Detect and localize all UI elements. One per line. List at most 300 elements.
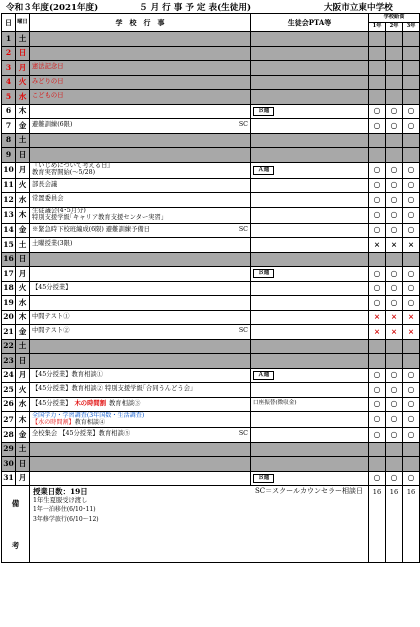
day-number: 25: [2, 383, 16, 398]
weekday: 月: [16, 368, 30, 383]
event-text: 『いじめについて考える日』: [32, 162, 114, 170]
pta-cell: [251, 46, 369, 61]
event-text-2: 教育実習開始(～5/28): [32, 169, 96, 176]
day-row: [2, 471, 420, 486]
day-number: 3: [2, 61, 16, 76]
week-badge: Ｂ週: [253, 269, 274, 278]
meal-grade2: [386, 90, 403, 105]
meal-grade1: ×: [369, 325, 386, 340]
meal-grade1: ○: [369, 412, 386, 428]
meal-grade3: ○: [403, 267, 420, 282]
day-row: [2, 148, 420, 163]
event-text-2: 特別支援学級｢キャリア教育支援センター実習｣: [32, 214, 164, 221]
meal-grade2: ○: [386, 281, 403, 296]
event-cell: [30, 90, 251, 105]
event-red: 【水の時間割】: [32, 418, 75, 426]
meal-grade1: ○: [369, 119, 386, 134]
meal-grade1: ×: [369, 238, 386, 253]
sc-marker: SC: [238, 327, 248, 335]
notes-label-top: 備: [11, 499, 20, 508]
day-number: 8: [2, 133, 16, 148]
meal-grade1: ○: [369, 296, 386, 311]
day-row: [2, 178, 420, 193]
pta-cell: [251, 178, 369, 193]
week-badge: Ｂ週: [253, 474, 274, 483]
meal-grade2: ×: [386, 238, 403, 253]
pta-cell: [251, 119, 369, 134]
meal-grade1: [369, 90, 386, 105]
meal-grade3: ○: [403, 412, 420, 428]
weekday: 木: [16, 412, 30, 428]
day-number: 29: [2, 442, 16, 457]
meal-grade3: [403, 457, 420, 472]
weekday: 月: [16, 61, 30, 76]
day-row: [2, 325, 420, 340]
meal-grade1: [369, 133, 386, 148]
day-row: [2, 267, 420, 282]
day-row: [2, 207, 420, 223]
event-cell: [30, 471, 251, 486]
day-row: [2, 75, 420, 90]
meal-grade1: [369, 32, 386, 47]
day-row: [2, 412, 420, 428]
day-row: [2, 339, 420, 354]
meal-grade1: ○: [369, 281, 386, 296]
meal-count-grade3: 16: [403, 486, 420, 563]
pta-cell: [251, 207, 369, 223]
day-row: [2, 32, 420, 47]
day-row: [2, 193, 420, 208]
meal-grade1: ○: [369, 368, 386, 383]
meal-grade2: ×: [386, 310, 403, 325]
sc-marker: SC: [238, 430, 248, 438]
pta-cell: [251, 368, 369, 383]
meal-grade3: [403, 252, 420, 267]
meal-grade2: ○: [386, 471, 403, 486]
event-text: 避難訓練(6限): [32, 121, 73, 129]
col-lunch-header: 学校給食: [369, 14, 420, 23]
weekday: 日: [16, 46, 30, 61]
event-text: 土曜授業(3限): [32, 240, 73, 248]
col-pta-header: 生徒会PTA等: [251, 14, 369, 32]
meal-grade3: ○: [403, 471, 420, 486]
event-cell: [30, 162, 251, 178]
event-text: みどりの日: [32, 77, 64, 85]
meal-grade1: ○: [369, 397, 386, 412]
event-cell: [30, 207, 251, 223]
event-cell: [30, 296, 251, 311]
weekday: 火: [16, 383, 30, 398]
day-number: 17: [2, 267, 16, 282]
weekday: 月: [16, 162, 30, 178]
notes-label-bottom: 考: [11, 540, 20, 550]
meal-grade3: ×: [403, 310, 420, 325]
lesson-days: 授業日数：19日: [33, 487, 88, 496]
weekday: 日: [16, 148, 30, 163]
day-number: 2: [2, 46, 16, 61]
day-number: 5: [2, 90, 16, 105]
day-number: 15: [2, 238, 16, 253]
weekday: 木: [16, 104, 30, 119]
weekday: 水: [16, 90, 30, 105]
meal-grade2: ○: [386, 296, 403, 311]
meal-grade3: [403, 133, 420, 148]
day-number: 26: [2, 397, 16, 412]
meal-grade1: [369, 354, 386, 369]
meal-grade2: ○: [386, 162, 403, 178]
meal-grade3: ○: [403, 296, 420, 311]
event-text: 【45分授業】: [32, 283, 72, 291]
day-row: [2, 457, 420, 472]
pta-cell: [251, 325, 369, 340]
pta-cell: [251, 281, 369, 296]
meal-grade1: ○: [369, 162, 386, 178]
col-grade2-header: 2年: [386, 23, 403, 32]
event-tail: 教育相談③: [108, 399, 141, 407]
day-number: 14: [2, 223, 16, 238]
day-row: [2, 90, 420, 105]
meal-count-grade1: 16: [369, 486, 386, 563]
day-number: 27: [2, 412, 16, 428]
meal-grade3: [403, 442, 420, 457]
meal-grade2: [386, 354, 403, 369]
meal-count-grade2: 16: [386, 486, 403, 563]
event-cell: [30, 325, 251, 340]
weekday: 月: [16, 471, 30, 486]
event-cell: [30, 133, 251, 148]
meal-grade2: [386, 457, 403, 472]
sc-marker: SC: [238, 121, 248, 129]
meal-grade1: ○: [369, 104, 386, 119]
pta-cell: [251, 354, 369, 369]
event-cell: [30, 178, 251, 193]
event-text: 常置委員会: [32, 195, 64, 203]
meal-grade3: ○: [403, 428, 420, 443]
pta-cell: [251, 310, 369, 325]
event-text: 中間テスト②: [32, 327, 70, 335]
meal-grade1: ○: [369, 428, 386, 443]
weekday: 月: [16, 267, 30, 282]
event-cell: [30, 397, 251, 412]
event-red: 木の時間割: [74, 399, 106, 407]
weekday: 火: [16, 281, 30, 296]
meal-grade2: [386, 148, 403, 163]
event-cell: [30, 428, 251, 443]
pta-cell: [251, 133, 369, 148]
weekday: 火: [16, 178, 30, 193]
meal-grade2: [386, 61, 403, 76]
weekday: 水: [16, 193, 30, 208]
day-row: [2, 310, 420, 325]
event-cell: [30, 442, 251, 457]
pta-cell: [251, 223, 369, 238]
event-text: こどもの日: [32, 92, 64, 100]
day-number: 31: [2, 471, 16, 486]
day-row: [2, 442, 420, 457]
weekday: 土: [16, 442, 30, 457]
meal-grade1: ○: [369, 383, 386, 398]
schedule-table: [1, 13, 420, 563]
meal-grade3: ○: [403, 119, 420, 134]
day-row: [2, 223, 420, 238]
day-row: [2, 61, 420, 76]
day-row: [2, 354, 420, 369]
day-row: [2, 296, 420, 311]
meal-grade3: [403, 32, 420, 47]
day-row: [2, 104, 420, 119]
day-row: [2, 46, 420, 61]
meal-grade2: [386, 442, 403, 457]
day-number: 13: [2, 207, 16, 223]
pta-cell: [251, 61, 369, 76]
pta-cell: [251, 252, 369, 267]
weekday: 土: [16, 133, 30, 148]
event-cell: [30, 252, 251, 267]
day-number: 23: [2, 354, 16, 369]
col-grade1-header: 1年: [369, 23, 386, 32]
pta-cell: [251, 442, 369, 457]
meal-grade2: [386, 252, 403, 267]
meal-grade3: [403, 46, 420, 61]
event-cell: [30, 193, 251, 208]
meal-grade3: ×: [403, 325, 420, 340]
pta-cell: [251, 90, 369, 105]
meal-grade2: ○: [386, 412, 403, 428]
weekday: 金: [16, 119, 30, 134]
pta-cell: [251, 148, 369, 163]
pta-cell: [251, 296, 369, 311]
meal-grade3: ○: [403, 104, 420, 119]
meal-grade3: ○: [403, 193, 420, 208]
weekday: 水: [16, 296, 30, 311]
event-cell: [30, 412, 251, 428]
day-row: [2, 281, 420, 296]
sc-note: SC＝スクールカウンセラー相談日: [254, 487, 363, 495]
meal-grade3: ○: [403, 383, 420, 398]
day-row: [2, 252, 420, 267]
pta-cell: [251, 75, 369, 90]
event-cell: [30, 223, 251, 238]
meal-grade1: [369, 339, 386, 354]
meal-grade2: ○: [386, 267, 403, 282]
pta-cell: [251, 457, 369, 472]
event-cell: [30, 61, 251, 76]
meal-grade2: ×: [386, 325, 403, 340]
meal-grade2: [386, 339, 403, 354]
event-text: ※緊急時下校班編成(6限) 避難訓練予備日: [32, 225, 150, 233]
day-number: 10: [2, 162, 16, 178]
event-cell: [30, 383, 251, 398]
day-number: 11: [2, 178, 16, 193]
note-1: 1年生夏服受け渡し: [33, 496, 88, 504]
pta-text: 口座振替(徴収金): [253, 400, 297, 407]
day-row: [2, 162, 420, 178]
weekday: 日: [16, 252, 30, 267]
weekday: 土: [16, 238, 30, 253]
meal-grade1: [369, 61, 386, 76]
meal-grade2: ○: [386, 178, 403, 193]
day-row: [2, 368, 420, 383]
day-number: 9: [2, 148, 16, 163]
meal-grade1: ○: [369, 471, 386, 486]
event-cell: [30, 457, 251, 472]
day-row: [2, 428, 420, 443]
meal-grade2: ○: [386, 383, 403, 398]
meal-grade3: ○: [403, 397, 420, 412]
event-tail: 教育相談④: [74, 418, 106, 426]
day-number: 12: [2, 193, 16, 208]
meal-grade2: ○: [386, 207, 403, 223]
note-2: 1年一泊移住(6/10･11): [33, 506, 96, 514]
day-number: 24: [2, 368, 16, 383]
event-text: 全校集会 【45分授業】教育相談⑤: [32, 430, 131, 438]
event-text: 【45分授業】: [32, 399, 72, 407]
meal-grade3: ○: [403, 368, 420, 383]
meal-grade1: [369, 75, 386, 90]
event-text: 中間テスト①: [32, 312, 70, 320]
meal-grade2: ○: [386, 428, 403, 443]
day-number: 21: [2, 325, 16, 340]
meal-grade3: [403, 90, 420, 105]
event-cell: [30, 310, 251, 325]
meal-grade3: [403, 339, 420, 354]
meal-grade2: ○: [386, 193, 403, 208]
week-badge: Ｂ週: [253, 107, 274, 116]
event-text: 憲法記念日: [32, 63, 64, 71]
pta-cell: [251, 267, 369, 282]
event-cell: [30, 238, 251, 253]
weekday: 土: [16, 339, 30, 354]
event-cell: [30, 368, 251, 383]
meal-grade3: ○: [403, 223, 420, 238]
meal-grade1: [369, 457, 386, 472]
meal-grade3: [403, 61, 420, 76]
day-number: 1: [2, 32, 16, 47]
col-day-header: 日: [2, 14, 16, 32]
day-number: 28: [2, 428, 16, 443]
event-blue: 全国学力・学習調査(3年国数・生活調査): [32, 412, 145, 420]
note-3: 3年修学旅行(6/10～12): [33, 515, 99, 523]
event-cell: [30, 148, 251, 163]
event-text: 【45分授業】教育相談② 特別支援学級｢合同うんどう会｣: [32, 385, 194, 393]
meal-grade3: ○: [403, 207, 420, 223]
week-badge: Ａ週: [253, 166, 274, 175]
fiscal-year: 令和３年度(2021年度): [6, 3, 99, 13]
meal-grade2: ○: [386, 368, 403, 383]
meal-grade2: ○: [386, 397, 403, 412]
day-row: [2, 397, 420, 412]
week-badge: Ａ週: [253, 371, 274, 380]
col-grade3-header: 3年: [403, 23, 420, 32]
weekday: 火: [16, 75, 30, 90]
meal-grade2: [386, 133, 403, 148]
day-number: 20: [2, 310, 16, 325]
event-cell: [30, 46, 251, 61]
day-number: 30: [2, 457, 16, 472]
day-row: [2, 383, 420, 398]
pta-cell: [251, 412, 369, 428]
weekday: 金: [16, 223, 30, 238]
col-weekday-header: 曜日: [16, 14, 30, 32]
day-number: 7: [2, 119, 16, 134]
event-cell: [30, 339, 251, 354]
meal-grade2: ○: [386, 104, 403, 119]
event-cell: [30, 32, 251, 47]
pta-cell: [251, 238, 369, 253]
meal-grade3: ○: [403, 178, 420, 193]
weekday: 木: [16, 310, 30, 325]
pta-cell: [251, 471, 369, 486]
pta-cell: [251, 162, 369, 178]
meal-grade3: ○: [403, 162, 420, 178]
pta-cell: [251, 397, 369, 412]
meal-grade2: [386, 32, 403, 47]
pta-cell: [251, 104, 369, 119]
meal-grade1: [369, 252, 386, 267]
weekday: 土: [16, 32, 30, 47]
notes-label: [2, 486, 30, 563]
day-number: 6: [2, 104, 16, 119]
meal-grade3: [403, 75, 420, 90]
event-cell: [30, 119, 251, 134]
sc-marker: SC: [238, 225, 248, 233]
pta-cell: [251, 32, 369, 47]
meal-grade2: ○: [386, 119, 403, 134]
meal-grade1: [369, 442, 386, 457]
meal-grade1: [369, 148, 386, 163]
meal-grade1: ○: [369, 178, 386, 193]
col-events-header: 学 校 行 事: [30, 14, 251, 32]
meal-grade1: ○: [369, 223, 386, 238]
weekday: 金: [16, 428, 30, 443]
day-number: 19: [2, 296, 16, 311]
event-text: 部長会議: [32, 180, 58, 188]
pta-cell: [251, 428, 369, 443]
event-cell: [30, 104, 251, 119]
day-number: 22: [2, 339, 16, 354]
meal-grade1: ○: [369, 267, 386, 282]
event-cell: [30, 75, 251, 90]
school-name: 大阪市立東中学校: [324, 3, 393, 13]
weekday: 木: [16, 207, 30, 223]
notes-cell: [30, 486, 369, 563]
meal-grade1: ○: [369, 193, 386, 208]
day-row: [2, 119, 420, 134]
page-title: ５ 月 行 事 予 定 表(生徒用): [139, 3, 252, 13]
weekday: 日: [16, 354, 30, 369]
day-number: 18: [2, 281, 16, 296]
meal-grade2: [386, 75, 403, 90]
pta-cell: [251, 193, 369, 208]
event-text: 【45分授業】教育相談①: [32, 370, 103, 378]
meal-grade1: ○: [369, 207, 386, 223]
day-row: [2, 238, 420, 253]
meal-grade3: ×: [403, 238, 420, 253]
meal-grade1: [369, 46, 386, 61]
weekday: 水: [16, 397, 30, 412]
meal-grade3: ○: [403, 281, 420, 296]
meal-grade3: [403, 354, 420, 369]
weekday: 金: [16, 325, 30, 340]
meal-grade2: [386, 46, 403, 61]
day-number: 16: [2, 252, 16, 267]
pta-cell: [251, 383, 369, 398]
meal-grade3: [403, 148, 420, 163]
event-cell: [30, 354, 251, 369]
day-row: [2, 133, 420, 148]
meal-grade2: ○: [386, 223, 403, 238]
meal-grade1: ×: [369, 310, 386, 325]
